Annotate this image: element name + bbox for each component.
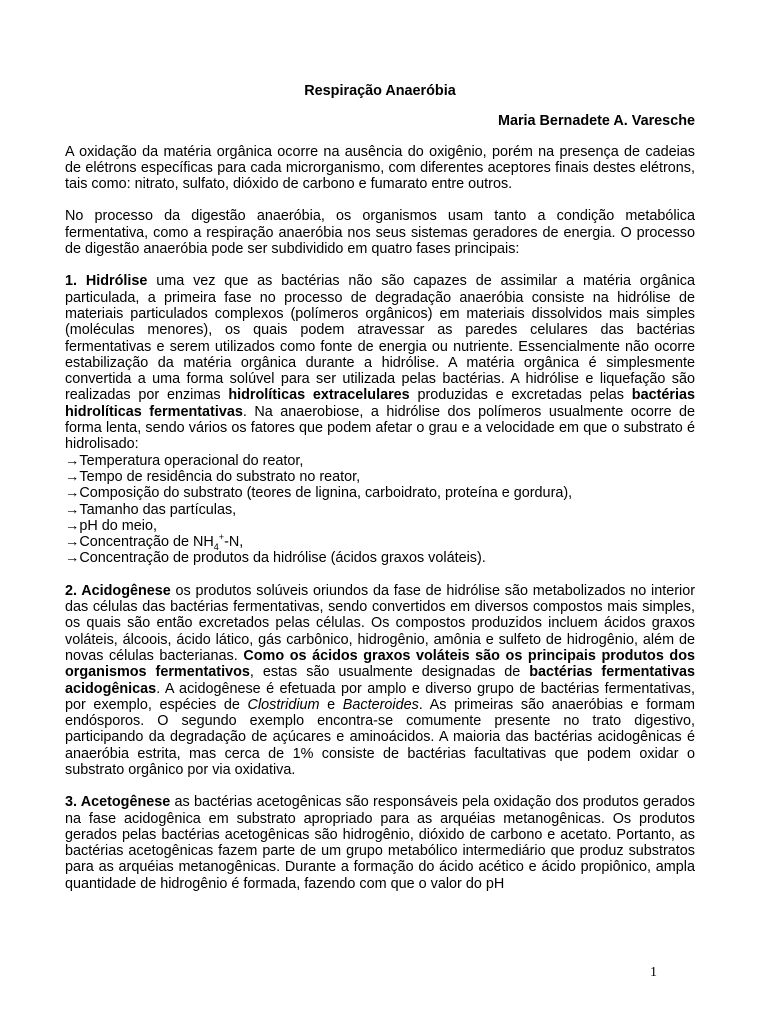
acidogenesis-paragraph: 2. Acidogênese os produtos solúveis oriundos da fase de hidrólise são metabolizados no interior das células das bactérias fermentativas, sendo convertidos em diversos compostos mais simples, os quais são então excretados pelas células. Os compostos produzidos incluem ácidos graxos voláteis, álcoois, ácido lático, gás carbônico, hidrogênio, amônia e sulfeto de hidrogênio, além de novas células bacterianas. Como os ácidos graxos voláteis são os principais produtos dos organismos fermentativos, estas são usualmente designadas de bactérias fermentativas acidogênicas. A acidogênese é efetuada por amplo e diverso grupo de bactérias fermentativas, por exemplo, espécies de Clostridium e Bacteroides. As primeiras são anaeróbias e formam endósporos. O segundo exemplo encontra-se comumente presente no trato digestivo, participando da degradação de açúcares e aminoácidos. A maioria das bactérias acidogênicas é anaeróbia estrita, mas cerca de 1% consiste de bactérias facultativas que podem oxidar o substrato orgânico por via oxidativa. bbox=[65, 582, 696, 778]
hydrolysis-factors-list bbox=[65, 453, 695, 567]
document-title: Respiração Anaeróbia bbox=[304, 83, 456, 99]
hydrolysis-text-3: . Na anaerobiose, a hidrólise dos polímeros usualmente ocorre de forma lenta, sendo vários os fatores que podem afetar o grau e a velocidade em que o substrato é hidrolisado: bbox=[65, 403, 695, 453]
acidogenesis-heading: 2. Acidogênese bbox=[65, 582, 171, 599]
list-item: →pH do meio, bbox=[65, 517, 157, 534]
list-item: →Concentração de produtos da hidrólise (ácidos graxos voláteis). bbox=[65, 550, 486, 567]
list-item: →Temperatura operacional do reator, bbox=[65, 452, 304, 469]
hydrolysis-heading: 1. Hidrólise bbox=[65, 273, 148, 290]
acetogenesis-heading: 3. Acetogênese bbox=[65, 794, 171, 811]
list-item: →Concentração de $NH_4^+-N$, bbox=[65, 532, 244, 552]
acetogenesis-paragraph: 3. Acetogênese as bactérias acetogênicas são responsáveis pela oxidação dos produtos gerados na fase acidogênica em substrato apropriado para as arquéias metanogênicas. Os produtos gerados pelas bactérias acetogênicas são hidrogênio, dióxido de carbono e acetato. Portanto, as bactérias acetogênicas fazem parte de um grupo metabólico intermediário que produz substratos para as arquéias metanogênicas. Durante a formação do ácido acético e ácido propiônico, ampla quantidade de hidrogênio é formada, fazendo com que o valor do pH bbox=[65, 794, 695, 892]
intro-paragraph: A oxidação da matéria orgânica ocorre na ausência do oxigênio, porém na presença de cadeias de elétrons específicas para cada microrganismo, com diferentes aceptores finais destes elétrons, tais como: nitrato, sulfato, dióxido de carbono e fumarato entre outros. bbox=[65, 143, 695, 193]
hydrolysis-bold-2: bactérias hidrolíticas fermentativas bbox=[65, 387, 695, 420]
document-body bbox=[65, 83, 695, 908]
hydrolysis-bold-1: hidrolíticas extracelulares bbox=[228, 387, 410, 404]
page-number: 1 bbox=[650, 965, 657, 980]
hydrolysis-text-2: produzidas e excretadas pelas bbox=[409, 387, 632, 404]
list-item: →Composição do substrato (teores de lignina, carboidrato, proteína e gordura), bbox=[65, 485, 573, 502]
document-author: Maria Bernadete A. Varesche bbox=[497, 113, 695, 130]
list-item: →Tempo de residência do substrato no reator, bbox=[65, 468, 361, 485]
hydrolysis-text-1: uma vez que as bactérias não são capazes de assimilar a matéria orgânica particulada, a primeira fase no processo de degradação anaeróbia consiste na hidrólise de materiais particulados complexos (polímeros orgânicos) em materiais dissolvidos mais simples (moléculas menores), os quais podem atravessar as paredes celulares das bactérias fermentativas e serem utilizados como fonte de energia ou nutriente. Essencialmente não ocorre estabilização da matéria orgânica durante a hidrólise. A matéria orgânica é simplesmente convertida a uma forma solúvel para ser utilizada pelas bactérias. A hidrólise e liquefação são realizadas por enzimas bbox=[65, 273, 696, 404]
digestion-paragraph: No processo da digestão anaeróbia, os organismos usam tanto a condição metabólica fermentativa, como a respiração anaeróbia nos seus sistemas geradores de energia. O processo de digestão anaeróbia pode ser subdividido em quatro fases principais: bbox=[65, 208, 695, 258]
hydrolysis-paragraph bbox=[65, 273, 695, 452]
list-item: →Tamanho das partículas, bbox=[65, 501, 237, 518]
